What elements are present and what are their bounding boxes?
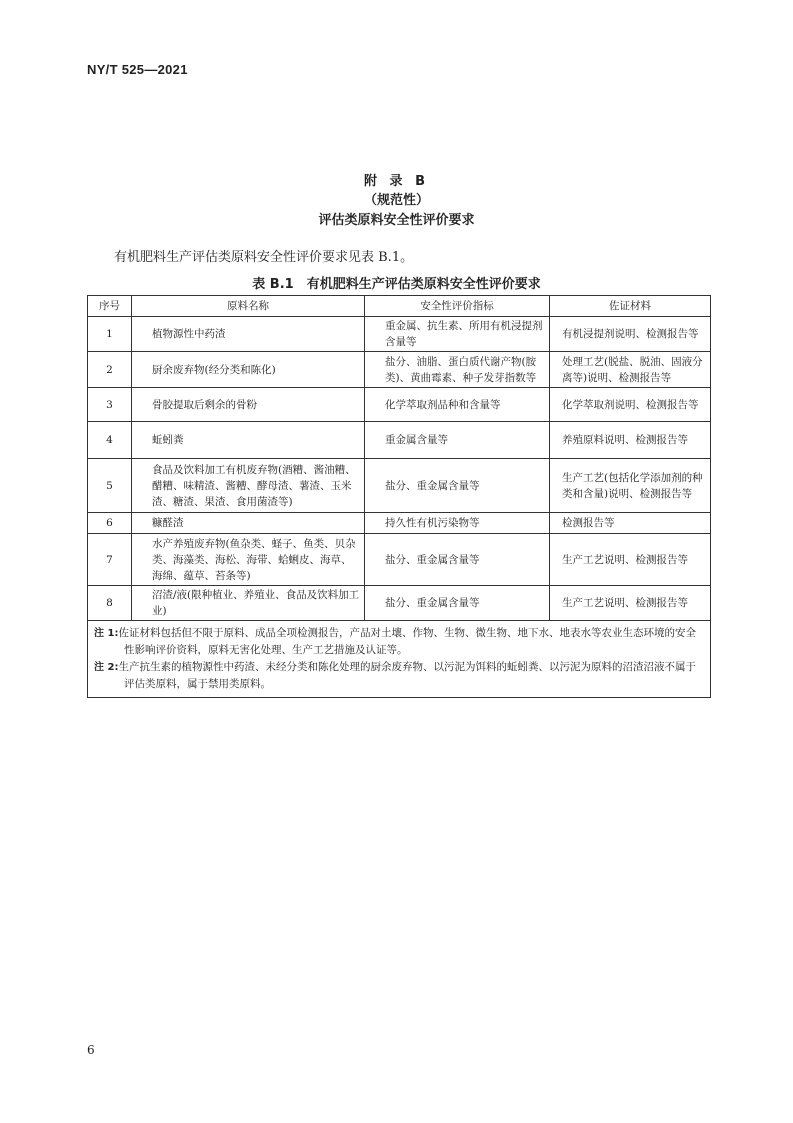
note-text: 生产抗生素的植物源性中药渣、未经分类和陈化处理的厨余废弃物、以污泥为饵料的蚯蚓粪、以污泥为原料的沼渣沼液不属于评估类原料，属于禁用类原料。 <box>118 661 696 690</box>
header-material: 佐证材料 <box>550 296 711 317</box>
row-material: 生产工艺说明、检测报告等 <box>550 586 711 621</box>
table-row <box>88 513 711 534</box>
table-title: 表 B.1 有机肥料生产评估类原料安全性评价要求 <box>252 277 541 292</box>
table-notes-row <box>88 621 711 698</box>
row-no: 8 <box>88 586 132 621</box>
table-notes <box>88 621 711 698</box>
table-row <box>88 422 711 459</box>
table-row <box>88 459 711 513</box>
row-material: 生产工艺(包括化学添加剂的种类和含量)说明、检测报告等 <box>550 459 711 513</box>
appendix-title: 附 录 B <box>364 174 429 189</box>
table-row <box>88 586 711 621</box>
appendix-name: 评估类原料安全性评价要求 <box>318 213 475 228</box>
row-no: 3 <box>88 388 132 422</box>
table-row <box>88 352 711 388</box>
table-row <box>88 388 711 422</box>
row-material: 处理工艺(脱盐、脱油、固液分离等)说明、检测报告等 <box>550 352 711 388</box>
row-name: 沼渣/液(限种植业、养殖业、食品及饮料加工业) <box>132 586 365 621</box>
row-index: 重金属、抗生素、所用有机浸提剂含量等 <box>365 317 550 352</box>
row-name: 蚯蚓粪 <box>132 422 365 459</box>
page-number: 6 <box>87 1043 95 1057</box>
table-header-row <box>88 296 711 317</box>
row-index: 持久性有机污染物等 <box>365 513 550 534</box>
row-name: 植物源性中药渣 <box>132 317 365 352</box>
evaluation-table <box>87 295 711 698</box>
note-tag: 注 2: <box>94 662 119 673</box>
row-no: 5 <box>88 459 132 513</box>
row-material: 养殖原料说明、检测报告等 <box>550 422 711 459</box>
note-2 <box>94 659 704 693</box>
row-material: 生产工艺说明、检测报告等 <box>550 534 711 586</box>
row-no: 4 <box>88 422 132 459</box>
table-row <box>88 534 711 586</box>
row-index: 盐分、重金属含量等 <box>365 586 550 621</box>
row-material: 有机浸提剂说明、检测报告等 <box>550 317 711 352</box>
table-row <box>88 317 711 352</box>
row-index: 盐分、重金属含量等 <box>365 459 550 513</box>
row-name: 水产养殖废弃物(鱼杂类、蛏子、鱼类、贝杂类、海藻类、海松、海带、蛤蜊皮、海草、海绵、蕴草、苔条等) <box>132 534 365 586</box>
row-index: 盐分、油脂、蛋白质代谢产物(胺类)、黄曲霉素、种子发芽指数等 <box>365 352 550 388</box>
row-no: 2 <box>88 352 132 388</box>
row-no: 7 <box>88 534 132 586</box>
row-name: 厨余废弃物(经分类和陈化) <box>132 352 365 388</box>
note-text: 佐证材料包括但不限于原料、成品全项检测报告，产品对土壤、作物、生物、微生物、地下水、地表水等农业生态环境的安全性影响评价资料，原料无害化处理、生产工艺措施及认证等。 <box>118 627 696 656</box>
row-material: 检测报告等 <box>550 513 711 534</box>
row-name: 糠醛渣 <box>132 513 365 534</box>
header-index: 安全性评价指标 <box>365 296 550 317</box>
row-material: 化学萃取剂说明、检测报告等 <box>550 388 711 422</box>
note-tag: 注 1: <box>94 628 119 639</box>
document-code: NY/T 525—2021 <box>87 62 188 77</box>
row-index: 重金属含量等 <box>365 422 550 459</box>
note-1 <box>94 625 704 659</box>
row-name: 食品及饮料加工有机废弃物(酒糟、酱油糟、醋糟、味精渣、酱糟、酵母渣、薯渣、玉米渣、糖渣、果渣、食用菌渣等) <box>132 459 365 513</box>
row-no: 1 <box>88 317 132 352</box>
row-index: 化学萃取剂品种和含量等 <box>365 388 550 422</box>
appendix-subtitle: （规范性） <box>363 193 429 208</box>
row-name: 骨胶提取后剩余的骨粉 <box>132 388 365 422</box>
header-no: 序号 <box>88 296 132 317</box>
header-name: 原料名称 <box>132 296 365 317</box>
row-index: 盐分、重金属含量等 <box>365 534 550 586</box>
row-no: 6 <box>88 513 132 534</box>
intro-paragraph: 有机肥料生产评估类原料安全性评价要求见表 B.1。 <box>114 250 414 265</box>
